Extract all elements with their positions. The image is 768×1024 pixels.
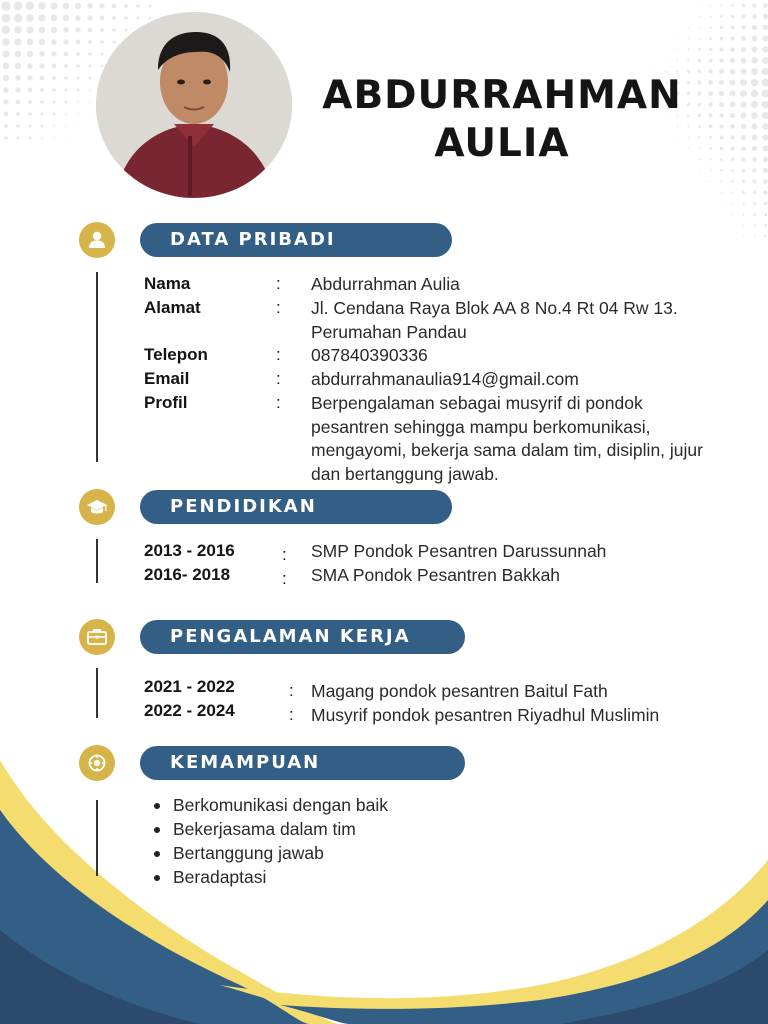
education-school: SMP Pondok Pesantren Darussunnah	[311, 541, 607, 561]
section-title-pendidikan: PENDIDIKAN	[140, 490, 452, 524]
label-email: Email	[144, 369, 190, 388]
colon: :	[289, 705, 294, 724]
education-period: 2016- 2018	[144, 565, 231, 584]
colon: :	[276, 274, 281, 293]
education-period: 2013 - 2016	[144, 541, 235, 560]
value-telepon: 087840390336	[311, 345, 428, 365]
brain-icon	[79, 745, 115, 781]
name-line-2: AULIA	[434, 121, 570, 166]
value-alamat-line-2: Perumahan Pandau	[311, 322, 467, 342]
timeline-line-experience	[96, 668, 98, 718]
timeline-line-personal	[96, 272, 98, 462]
value-profil-line-1: Berpengalaman sebagai musyrif di pondok	[311, 393, 643, 413]
skills-list	[154, 793, 388, 889]
experience-period: 2022 - 2024	[144, 701, 235, 720]
colon: :	[282, 545, 287, 564]
colon: :	[276, 345, 281, 364]
skill-item: Beradaptasi	[154, 865, 388, 889]
experience-description: Musyrif pondok pesantren Riyadhul Muslimin	[311, 705, 660, 725]
skill-item: Bekerjasama dalam tim	[154, 817, 388, 841]
colon: :	[276, 369, 281, 388]
value-nama: Abdurrahman Aulia	[311, 274, 460, 294]
briefcase-icon	[79, 619, 115, 655]
user-icon	[79, 222, 115, 258]
value-profil-line-2: pesantren sehingga mampu berkomunikasi,	[311, 417, 651, 437]
value-alamat-line-1: Jl. Cendana Raya Blok AA 8 No.4 Rt 04 Rw 13.	[311, 298, 678, 318]
name-line-1: ABDURRAHMAN	[322, 73, 682, 118]
label-profil: Profil	[144, 393, 188, 412]
experience-period: 2021 - 2022	[144, 677, 235, 696]
section-title-data-pribadi: DATA PRIBADI	[140, 223, 452, 257]
value-profil-line-3: mengayomi, bekerja sama dalam tim, disiplin, jujur	[311, 440, 703, 460]
colon: :	[282, 569, 287, 588]
profile-photo	[96, 12, 292, 198]
label-nama: Nama	[144, 274, 191, 293]
section-title-pengalaman-kerja: PENGALAMAN KERJA	[140, 620, 465, 654]
timeline-line-skills	[96, 800, 98, 876]
skill-item: Berkomunikasi dengan baik	[154, 793, 388, 817]
graduation-cap-icon	[79, 489, 115, 525]
colon: :	[276, 393, 281, 412]
skill-item: Bertanggung jawab	[154, 841, 388, 865]
label-telepon: Telepon	[144, 345, 208, 364]
section-title-kemampuan: KEMAMPUAN	[140, 746, 465, 780]
person-name-heading	[300, 72, 704, 168]
experience-description: Magang pondok pesantren Baitul Fath	[311, 681, 608, 701]
timeline-line-education	[96, 539, 98, 583]
colon: :	[289, 681, 294, 700]
label-alamat: Alamat	[144, 298, 201, 317]
value-email: abdurrahmanaulia914@gmail.com	[311, 369, 579, 389]
education-school: SMA Pondok Pesantren Bakkah	[311, 565, 561, 585]
colon: :	[276, 298, 281, 317]
value-profil-line-4: dan bertanggung jawab.	[311, 464, 499, 484]
